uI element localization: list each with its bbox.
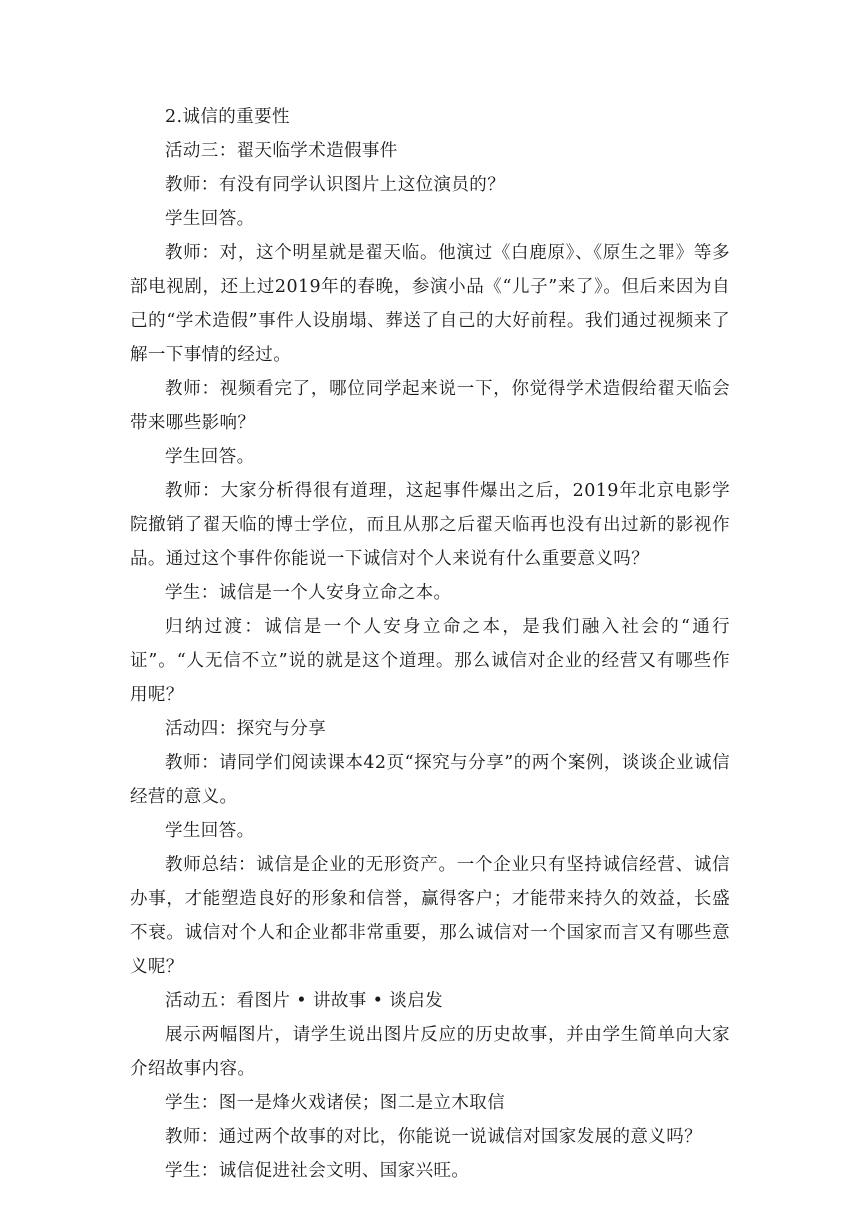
paragraph: 展示两幅图片，请学生说出图片反应的历史故事，并由学生简单向大家介绍故事内容。: [130, 1025, 730, 1079]
paragraph: 学生：图一是烽火戏诸侯；图二是立木取信: [165, 1093, 506, 1113]
paragraph: 学生：诚信促进社会文明、国家兴旺。: [165, 1161, 470, 1181]
paragraph: 教师：通过两个故事的对比，你能说一说诚信对国家发展的意义吗？: [165, 1127, 702, 1147]
paragraph: 学生回答。: [165, 447, 255, 467]
section-heading: 2.诚信的重要性: [165, 107, 290, 127]
activity-heading: 活动五：看图片 • 讲故事 • 谈启发: [165, 991, 443, 1011]
paragraph: 教师总结：诚信是企业的无形资产。一个企业只有坚持诚信经营、诚信办事，才能塑造良好的形象和信誉，赢得客户；才能带来持久的效益，长盛不衰。诚信对个人和企业都非常重要，那么诚信对一个国家而言又有哪些意义呢？: [130, 855, 730, 977]
paragraph: 教师：对，这个明星就是翟天临。他演过《白鹿原》、《原生之罪》等多部电视剧，还上过2019年的春晚，参演小品《“儿子”来了》。但后来因为自己的“学术造假”事件人设崩塌、葬送了自己的大好前程。我们通过视频来了解一下事情的经过。: [130, 243, 730, 365]
paragraph: 学生：诚信是一个人安身立命之本。: [165, 583, 452, 603]
activity-heading: 活动三：翟天临学术造假事件: [165, 141, 398, 161]
activity-heading: 活动四：探究与分享: [165, 719, 327, 739]
paragraph: 归纳过渡：诚信是一个人安身立命之本，是我们融入社会的“通行证”。“人无信不立”说的就是这个道理。那么诚信对企业的经营又有哪些作用呢？: [130, 617, 730, 705]
paragraph: 教师：视频看完了，哪位同学起来说一下，你觉得学术造假给翟天临会带来哪些影响？: [130, 379, 730, 433]
document-body: [130, 100, 730, 1188]
paragraph: 教师：请同学们阅读课本42页“探究与分享”的两个案例，谈谈企业诚信经营的意义。: [130, 753, 730, 807]
paragraph: 学生回答。: [165, 821, 255, 841]
paragraph: 教师：有没有同学认识图片上这位演员的？: [165, 175, 506, 195]
paragraph: 学生回答。: [165, 209, 255, 229]
paragraph: 教师：大家分析得很有道理，这起事件爆出之后，2019年北京电影学院撤销了翟天临的博士学位，而且从那之后翟天临再也没有出过新的影视作品。通过这个事件你能说一下诚信对个人来说有什么重要意义吗？: [130, 481, 730, 569]
